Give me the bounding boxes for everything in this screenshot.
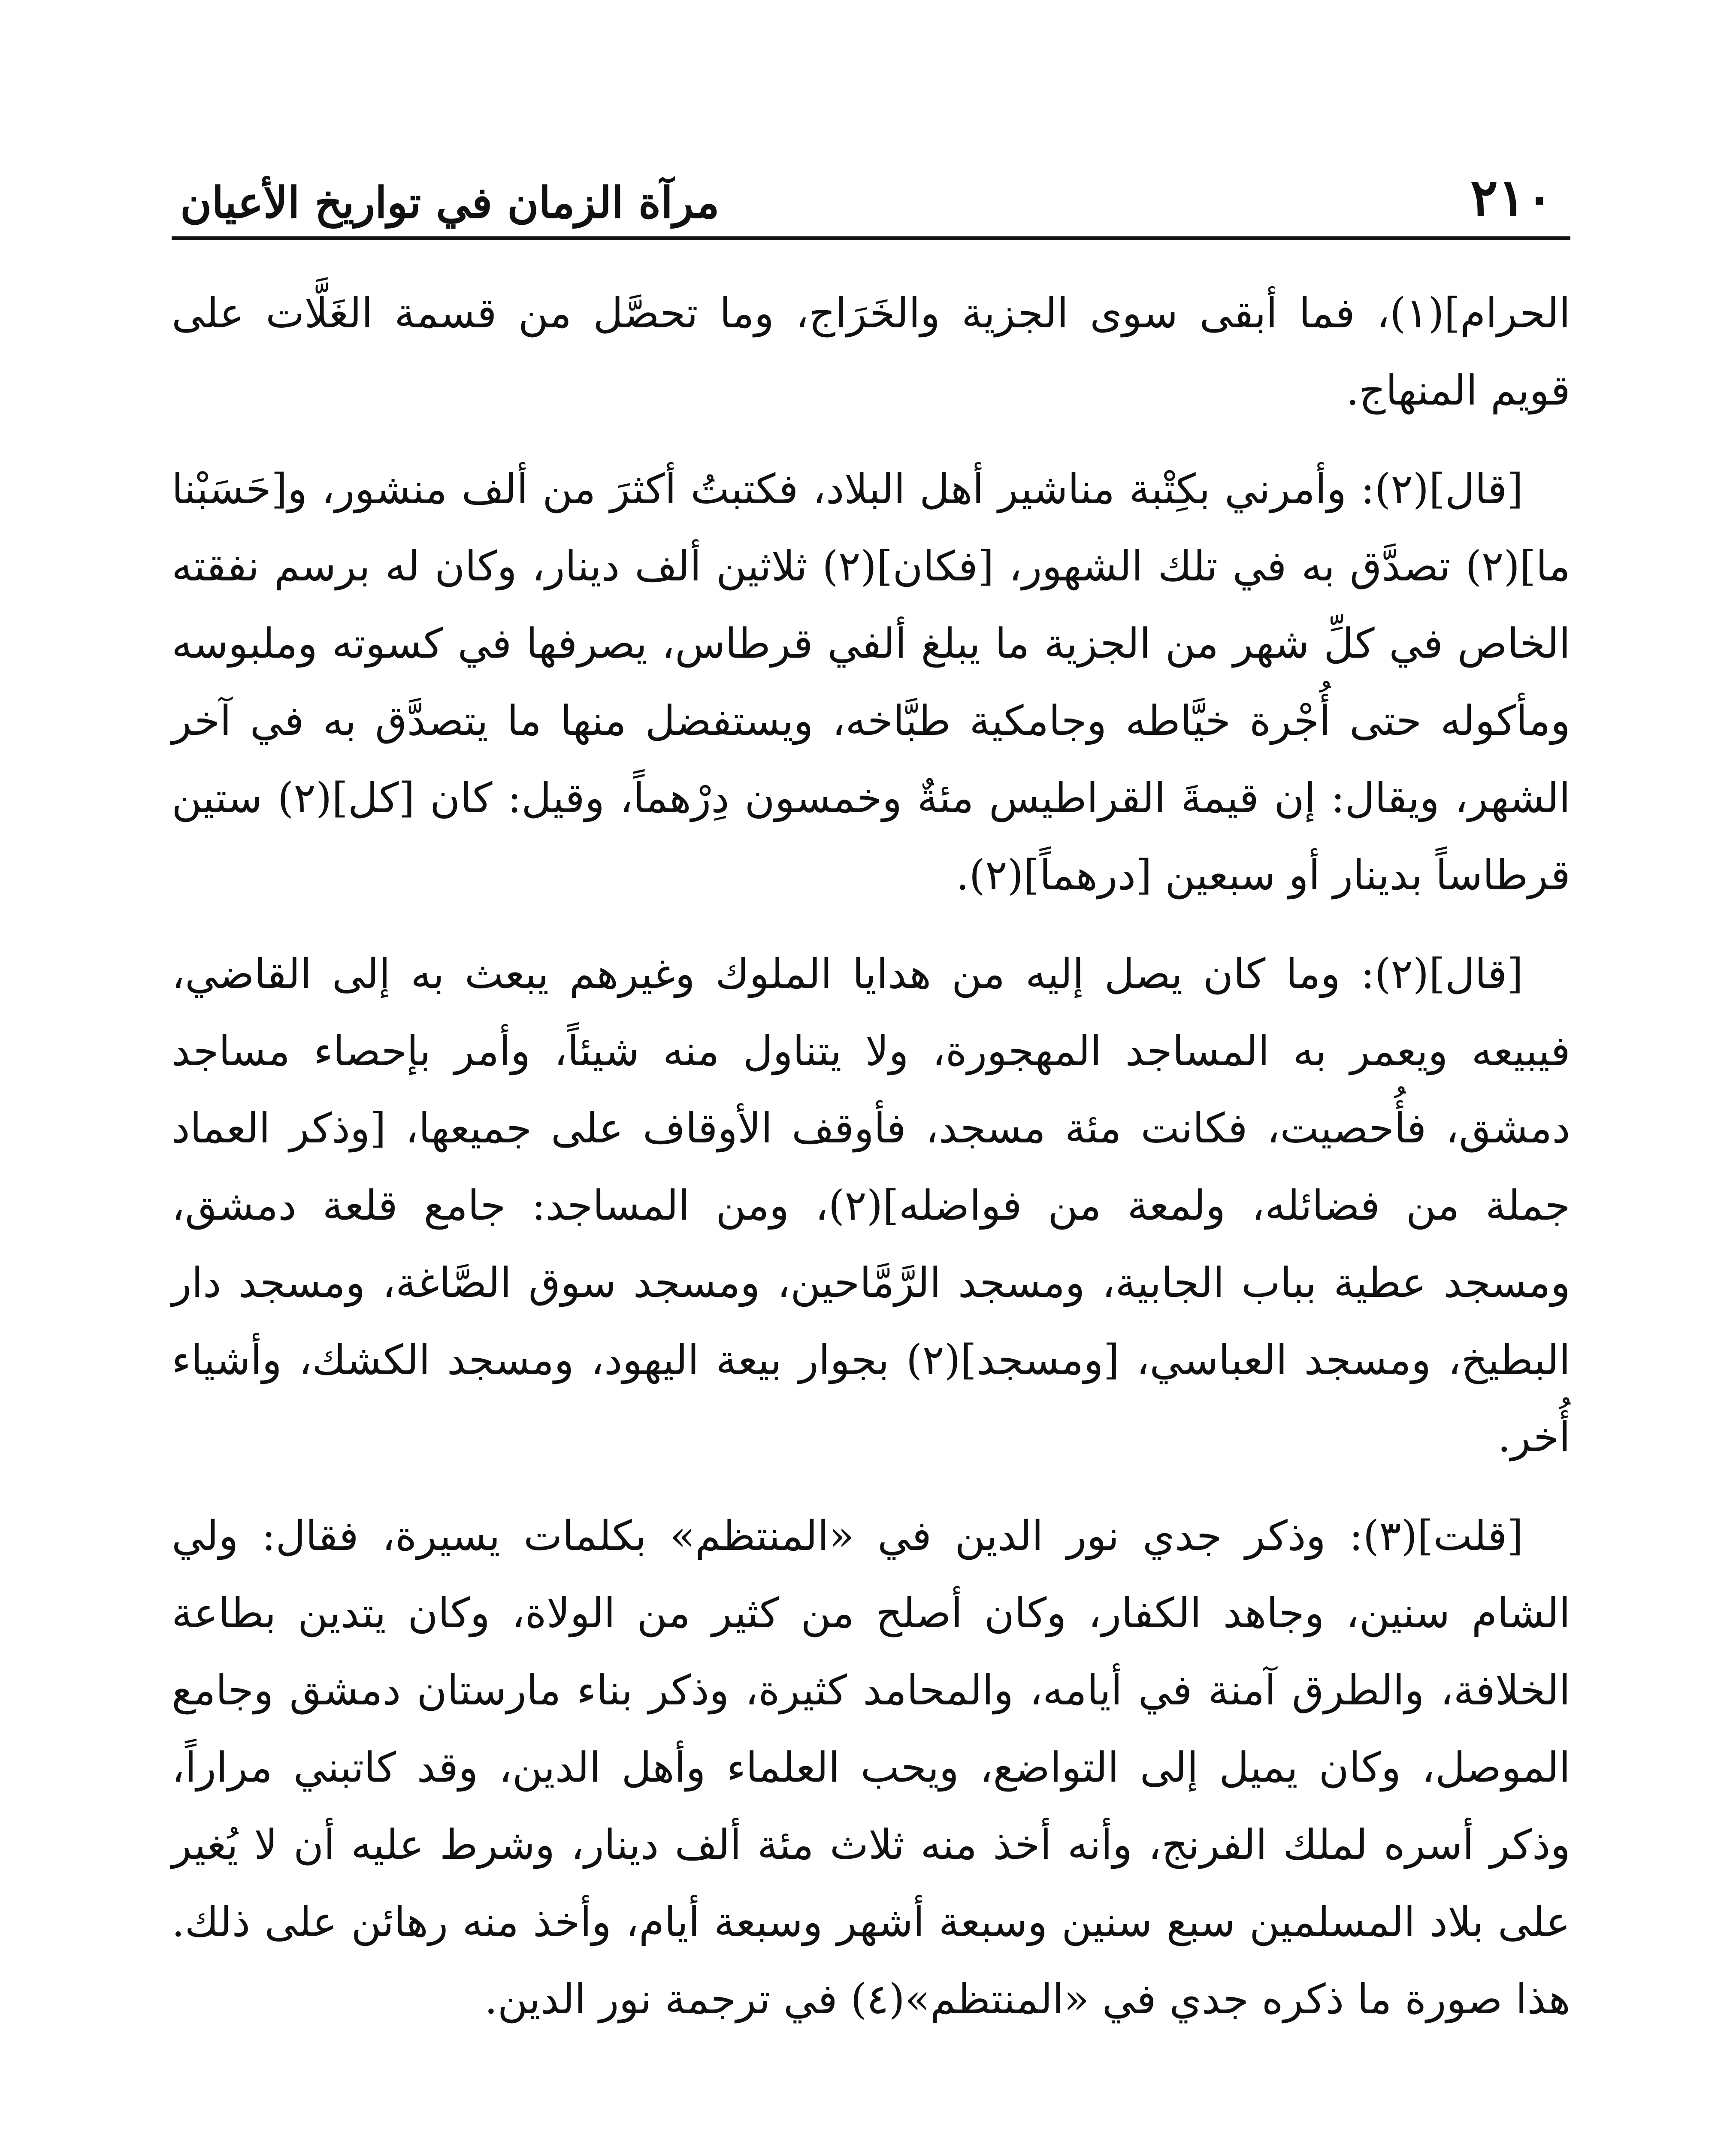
running-title: مرآة الزمان في تواريخ الأعيان bbox=[180, 177, 720, 228]
page-number: ٢١٠ bbox=[1470, 167, 1553, 228]
main-text bbox=[172, 275, 1570, 2059]
paragraph-continuation: الحرام](١)، فما أبقى سوى الجزية والخَرَاج، وما تحصَّل من قسمة الغَلَّات على قويم المنهاج. bbox=[172, 289, 1570, 414]
page-header bbox=[172, 163, 1570, 240]
paragraph: [قال](٢): وما كان يصل إليه من هدايا الملوك وغيرهم يبعث به إلى القاضي، فيبيعه ويعمر به المساجد المهجورة، ولا يتناول منه شيئاً، وأمر بإحصاء مساجد دمشق، فأُحصيت، فكانت مئة مسجد، فأوقف الأوقاف على جميعها، [وذكر العماد جملة من فضائله، ولمعة من فواضله](٢)، ومن المساجد: جامع قلعة دمشق، ومسجد عطية بباب الجابية، ومسجد الرَّمَّاحين، ومسجد سوق الصَّاغة، ومسجد دار البطيخ، ومسجد العباسي، [ومسجد](٢) بجوار بيعة اليهود، ومسجد الكشك، وأشياء أُخر. bbox=[172, 950, 1571, 1461]
paragraph: [قلت](٣): وذكر جدي نور الدين في «المنتظم» بكلمات يسيرة، فقال: ولي الشام سنين، وجاهد الكفار، وكان أصلح من كثير من الولاة، وكان يتدين بطاعة الخلافة، والطرق آمنة في أيامه، والمحامد كثيرة، وذكر بناء مارستان دمشق وجامع الموصل، وكان يميل إلى التواضع، ويحب العلماء وأهل الدين، وقد كاتبني مراراً، وذكر أسره لملك الفرنج، وأنه أخذ منه ثلاث مئة ألف دينار، وشرط عليه أن لا يُغير على بلاد المسلمين سبع سنين وسبعة أشهر وسبعة أيام، وأخذ منه رهائن على ذلك. هذا صورة ما ذكره جدي في «المنتظم»(٤) في ترجمة نور الدين. bbox=[172, 1512, 1570, 2023]
paragraph: [قال](٢): وأمرني بكِتْبة مناشير أهل البلاد، فكتبتُ أكثرَ من ألف منشور، و[حَسَبْنا ما](٢) تصدَّق به في تلك الشهور، [فكان](٢) ثلاثين ألف دينار، وكان له برسم نفقته الخاص في كلِّ شهر من الجزية ما يبلغ ألفي قرطاس، يصرفها في كسوته وملبوسه ومأكوله حتى أُجْرة خيَّاطه وجامكية طبَّاخه، ويستفضل منها ما يتصدَّق به في آخر الشهر، ويقال: إن قيمةَ القراطيس مئةٌ وخمسون دِرْهماً، وقيل: كان [كل](٢) ستين قرطاساً بدينار أو سبعين [درهماً](٢). bbox=[172, 465, 1571, 899]
